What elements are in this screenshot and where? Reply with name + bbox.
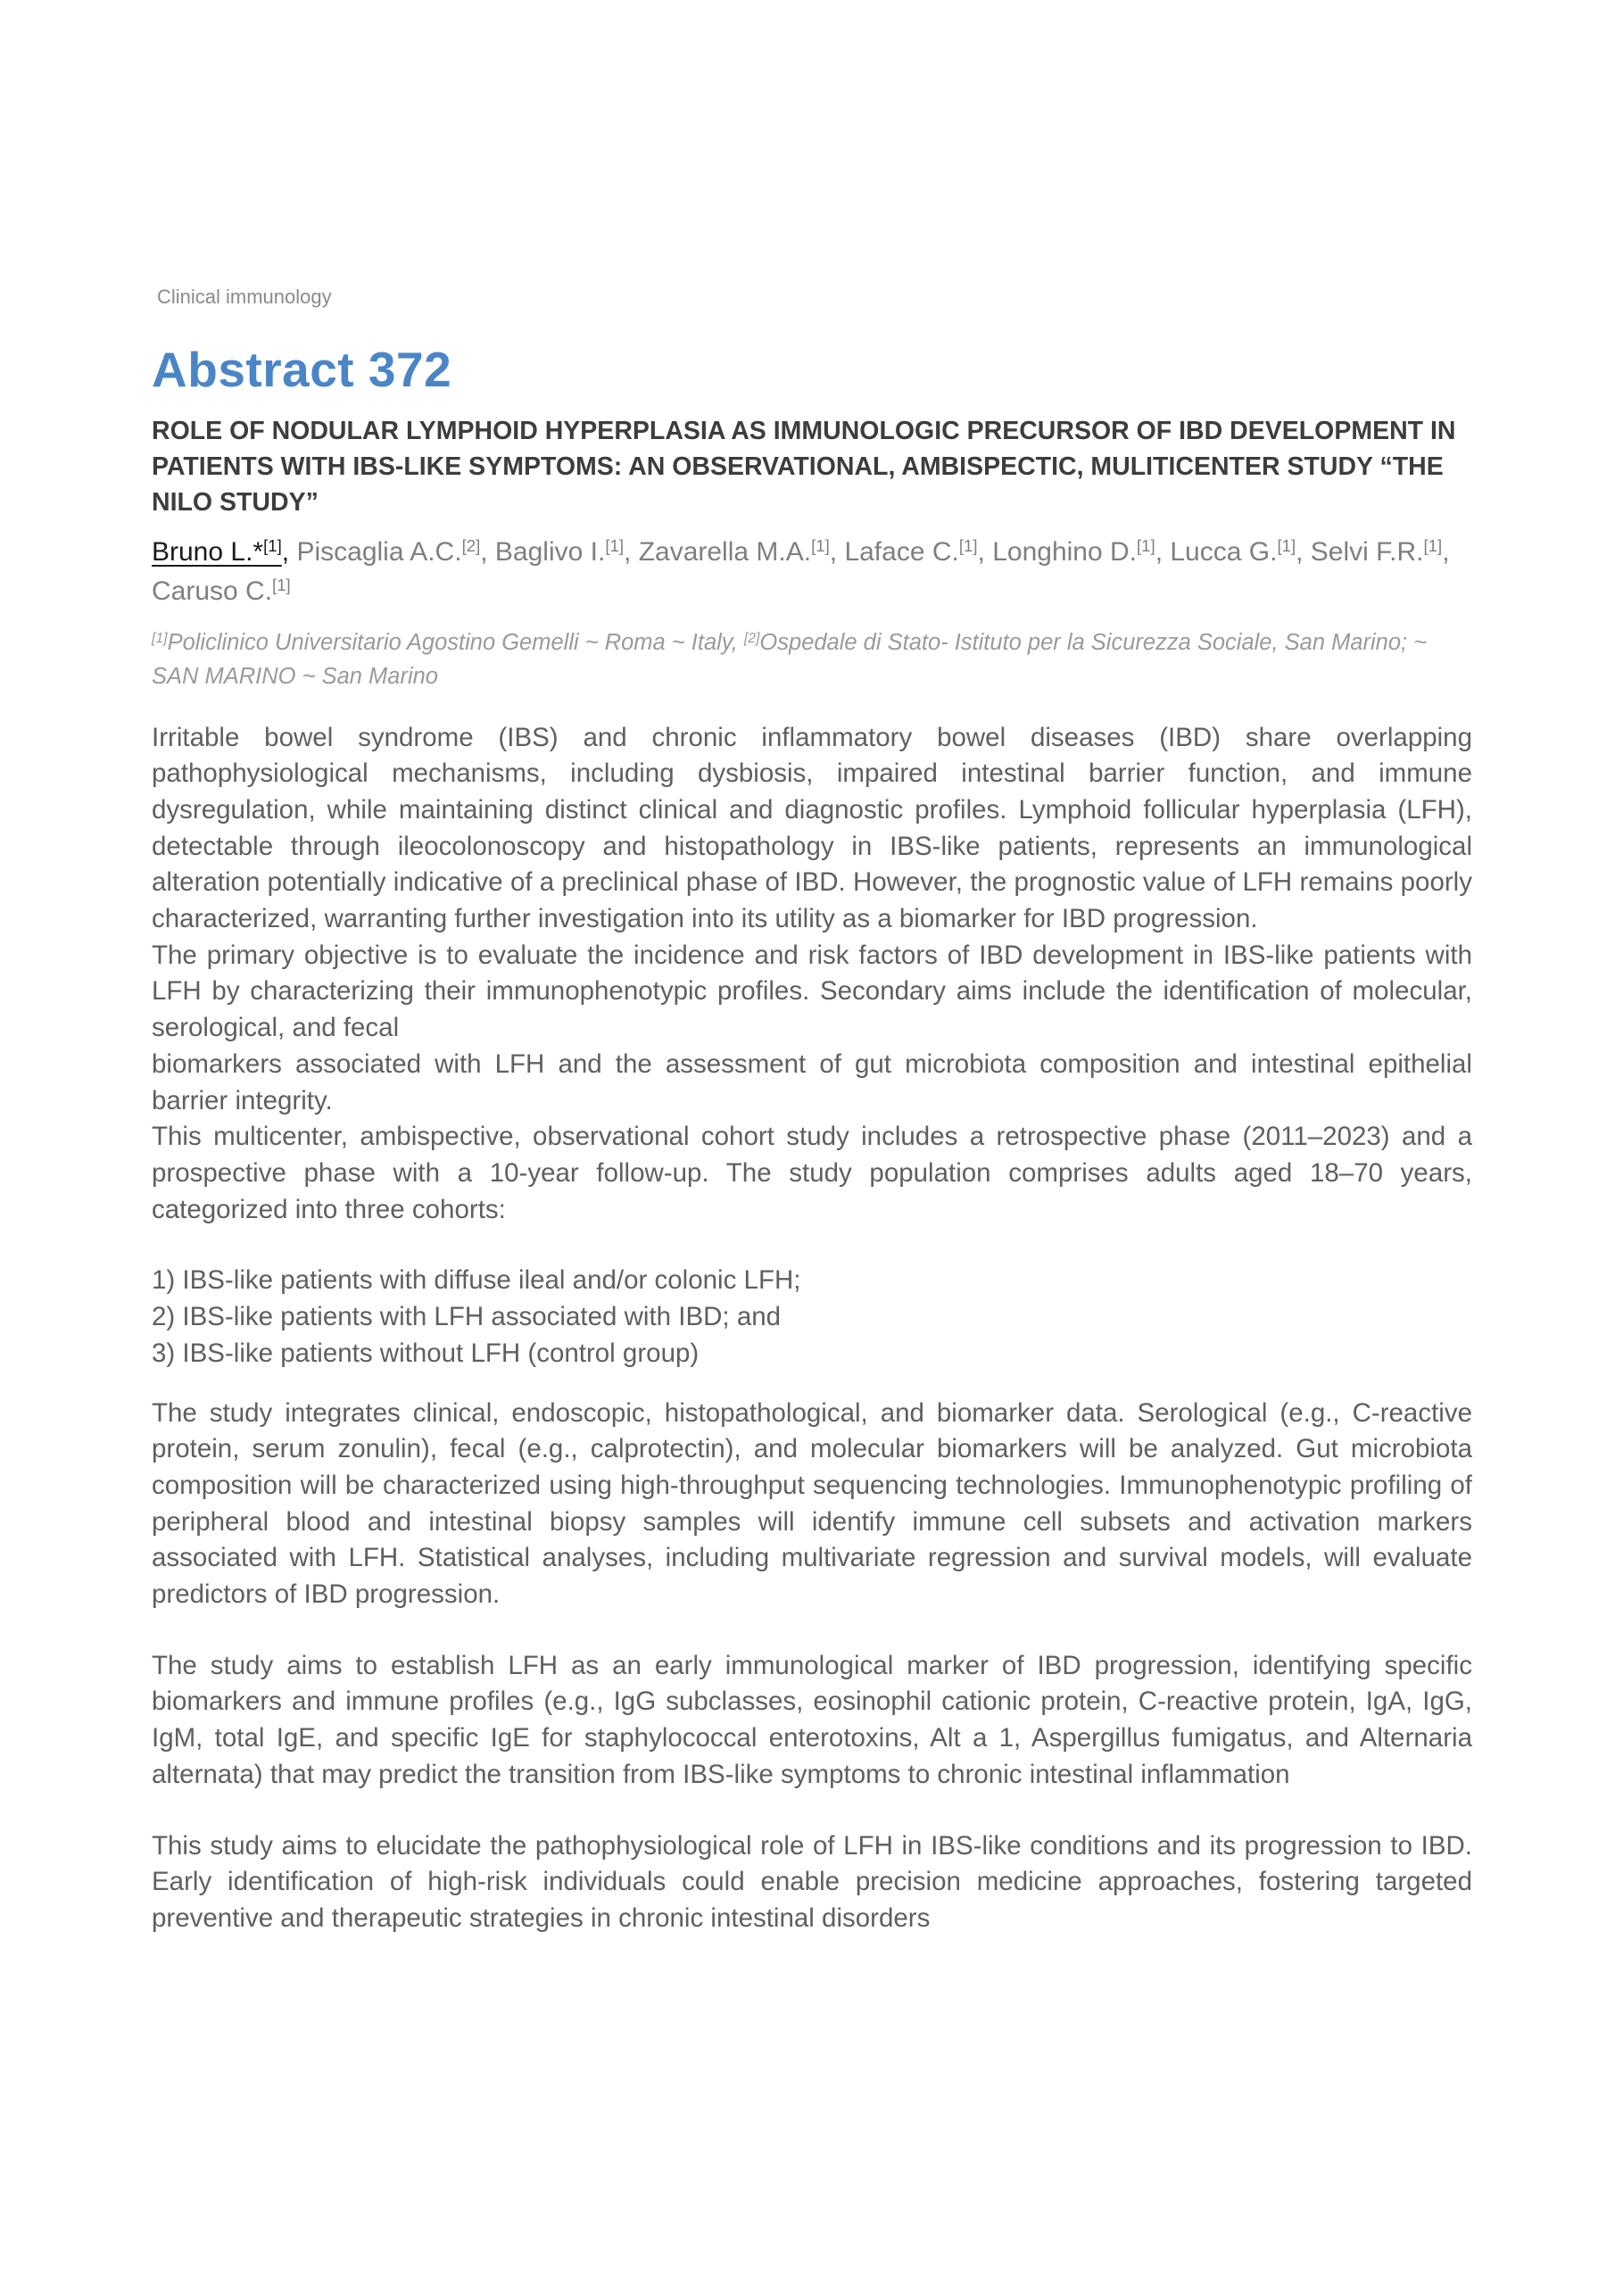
cohort-item-3: 3) IBS-like patients without LFH (control group) [152,1338,700,1368]
abstract-paragraph: This study aims to elucidate the pathophysiological role of LFH in IBS-like conditions and its progression to IBD. Early identification of high-risk individuals could enable precision medicine approaches, fostering targeted preventive and therapeutic strategies in chronic intestinal disorders [152,1830,1472,1933]
affiliation-marker: [1] [152,630,168,646]
abstract-paragraph: The study integrates clinical, endoscopic, histopathological, and biomarker data. Serological (e.g., C-reactive protein, serum zonulin), fecal (e.g., calprotectin), and molecular biomarkers will be analyzed. Gut microbiota composition will be characterized using high-throughput sequencing technologies. Immunophenotypic profiling of peripheral blood and intestinal biopsy samples will identify immune cell subsets and activation markers associated with LFH. Statistical analyses, including multivariate regression and survival models, will evaluate predictors of IBD progression. [152,1397,1472,1610]
abstract-paragraph: The study aims to establish LFH as an early immunological marker of IBD progression, identifying specific biomarkers and immune profiles (e.g., IgG subclasses, eosinophil cationic protein, C-reactive protein, IgA, IgG, IgM, total IgE, and specific IgE for staphylococcal enterotoxins, Alt a 1, Aspergillus fumigatus, and Alternaria alternata) that may predict the transition from IBS-like symptoms to chronic intestinal inflammation [152,1650,1472,1789]
coauthor-affiliation-marker: [1] [1423,536,1443,556]
coauthor-affiliation-marker: [1] [272,576,291,595]
coauthor: Baglivo I.[1] [494,536,625,567]
author-separator: , [281,536,290,567]
lead-author-affiliation-marker: [1] [263,536,282,556]
author-line [152,533,1472,611]
affiliation-marker: [2] [743,630,760,646]
abstract-paragraph: This multicenter, ambispective, observational cohort study includes a retrospective phase (2011–2023) and a prospective phase with a 10-year follow-up. The study population comprises adults aged 18–70 years, categorized into three cohorts: [152,1122,1472,1224]
affiliation-line [152,626,1472,693]
coauthor: Lucca G.[1] [1170,536,1296,567]
abstract-paragraph: biomarkers associated with LFH and the assessment of gut microbiota composition and intestinal epithelial barrier integrity. [152,1049,1472,1115]
coauthor-affiliation-marker: [2] [461,536,481,556]
coauthor: Zavarella M.A.[1] [638,536,830,567]
coauthor-affiliation-marker: [1] [1137,536,1155,556]
coauthor-affiliation-marker: [1] [605,536,625,556]
coauthor: Longhino D.[1] [992,536,1155,567]
abstract-content [152,0,1472,1937]
coauthor: Caruso C.[1] [152,576,291,606]
coauthor-affiliation-marker: [1] [958,536,978,556]
abstract-body [152,720,1472,1937]
coauthor: Selvi F.R.[1] [1310,536,1443,567]
coauthor: Laface C.[1] [844,536,978,567]
coauthor-affiliation-marker: [1] [1277,536,1296,556]
cohort-item-1: 1) IBS-like patients with diffuse ileal and/or colonic LFH; [152,1265,801,1296]
abstract-title: ROLE OF NODULAR LYMPHOID HYPERPLASIA AS IMMUNOLOGIC PRECURSOR OF IBD DEVELOPMENT IN PATIENTS WITH IBS-LIKE SYMPTOMS: AN OBSERVATIONAL, AMBISPECTIC, MULITICENTER STUDY “THE NILO STUDY” [152,416,1456,517]
abstract-number-heading: Abstract 372 [152,342,452,398]
section-label: Clinical immunology [157,286,332,308]
cohort-item-2: 2) IBS-like patients with LFH associated with IBD; and [152,1302,782,1332]
lead-author-name: Bruno L.* [152,536,264,567]
abstract-paragraph: The primary objective is to evaluate the incidence and risk factors of IBD development in IBS-like patients with LFH by characterizing their immunophenotypic profiles. Secondary aims include the identification of molecular, serological, and fecal [152,940,1472,1043]
abstract-paragraph: Irritable bowel syndrome (IBS) and chronic inflammatory bowel diseases (IBD) share overlapping pathophysiological mechanisms, including dysbiosis, impaired intestinal barrier function, and immune dysregulation, while maintaining distinct clinical and diagnostic profiles. Lymphoid follicular hyperplasia (LFH), detectable through ileocolonoscopy and histopathology in IBS-like patients, represents an immunological alteration potentially indicative of a preclinical phase of IBD. However, the prognostic value of LFH remains poorly characterized, warranting further investigation into its utility as a biomarker for IBD progression. [152,722,1472,934]
coauthor-affiliation-marker: [1] [811,536,830,556]
affiliation-text: [1]Policlinico Universitario Agostino Gemelli ~ Roma ~ Italy, [2]Ospedale di Stato- Istituto per la Sicurezza Sociale, San Marino; ~ SAN MARINO ~ San Marino [152,629,1428,689]
coauthor-list: Piscaglia A.C.[2], Baglivo I.[1], Zavarella M.A.[1], Laface C.[1], Longhino D.[1], Lucca G.[1], Selvi F.R.[1], Caruso C.[1] [152,536,1450,606]
lead-author [152,537,282,567]
coauthor: Piscaglia A.C.[2] [296,536,481,567]
